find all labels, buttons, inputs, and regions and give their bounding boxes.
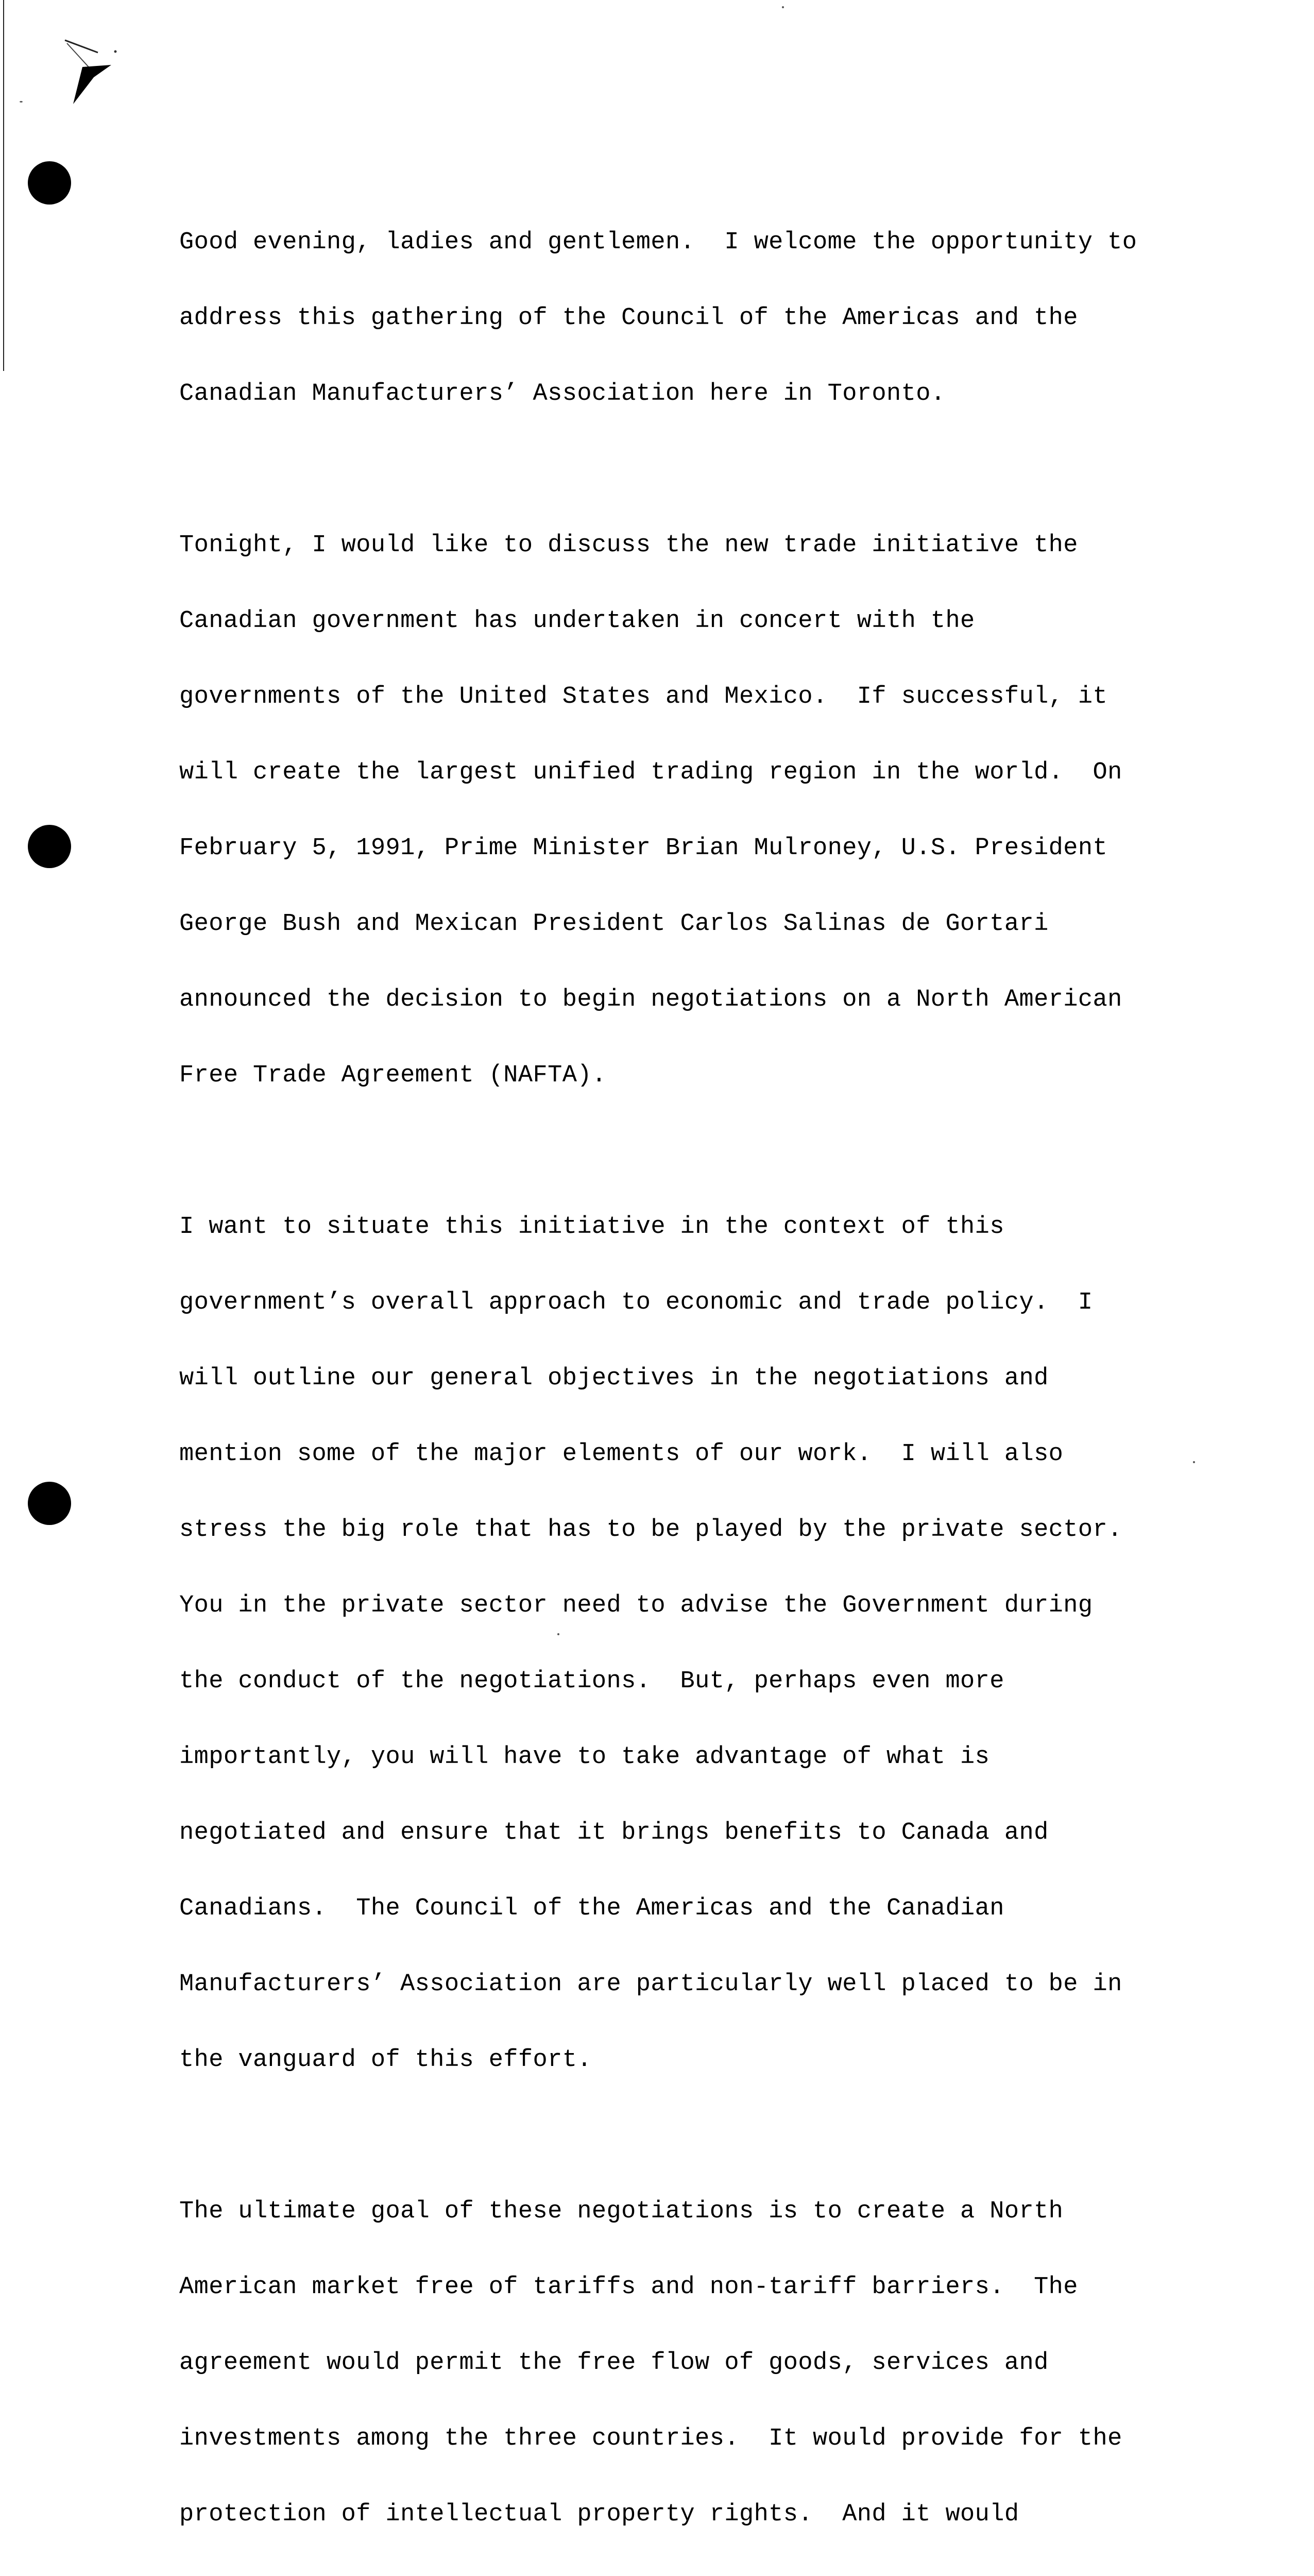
corner-scan-mark-icon xyxy=(62,36,118,108)
text-line: Manufacturers’ Association are particularly well placed to be in xyxy=(179,1971,1122,1998)
text-line: the conduct of the negotiations. But, perhaps even more xyxy=(179,1668,1004,1695)
text-line: stress the big role that has to be played by the private sector. xyxy=(179,1516,1122,1544)
text-line: the vanguard of this effort. xyxy=(179,2046,592,2074)
text-line: American market free of tariffs and non-tariff barriers. The xyxy=(179,2274,1078,2301)
text-line: Free Trade Agreement (NAFTA). xyxy=(179,1062,607,1089)
text-line: protection of intellectual property rights. And it would xyxy=(179,2501,1019,2528)
text-line: The ultimate goal of these negotiations is to create a North xyxy=(179,2198,1064,2225)
text-line: Canadians. The Council of the Americas and the Canadian xyxy=(179,1895,1004,1922)
text-line: announced the decision to begin negotiations on a North American xyxy=(179,986,1122,1013)
paragraph-3 xyxy=(179,1164,1235,2123)
text-line: will outline our general objectives in the negotiations and xyxy=(179,1365,1049,1392)
text-line: Good evening, ladies and gentlemen. I welcome the opportunity to xyxy=(179,229,1137,256)
scan-edge-line xyxy=(3,0,4,371)
text-line: government’s overall approach to economic and trade policy. I xyxy=(179,1289,1093,1316)
scan-speck xyxy=(782,6,784,8)
text-line: Tonight, I would like to discuss the new trade initiative the xyxy=(179,532,1078,559)
text-line: will create the largest unified trading region in the world. On xyxy=(179,759,1122,786)
text-line: February 5, 1991, Prime Minister Brian Mulroney, U.S. President xyxy=(179,835,1108,862)
text-line: importantly, you will have to take advantage of what is xyxy=(179,1743,990,1771)
paragraph-1 xyxy=(179,179,1235,457)
text-line: Canadian government has undertaken in concert with the xyxy=(179,607,975,635)
text-line: agreement would permit the free flow of goods, services and xyxy=(179,2349,1049,2377)
paragraph-4 xyxy=(179,2148,1235,2576)
text-line: I want to situate this initiative in the context of this xyxy=(179,1213,1004,1241)
text-line: governments of the United States and Mexico. If successful, it xyxy=(179,683,1108,710)
text-line: George Bush and Mexican President Carlos Salinas de Gortari xyxy=(179,910,1049,938)
text-line: investments among the three countries. It would provide for the xyxy=(179,2425,1122,2452)
punch-hole-bottom xyxy=(28,1482,71,1525)
scan-speck xyxy=(20,101,23,103)
text-line: address this gathering of the Council of the Americas and the xyxy=(179,304,1078,332)
paragraph-2 xyxy=(179,482,1235,1139)
text-line: You in the private sector need to advise the Government during xyxy=(179,1592,1093,1619)
punch-hole-top xyxy=(28,161,71,205)
text-line: negotiated and ensure that it brings benefits to Canada and xyxy=(179,1819,1049,1846)
text-line: mention some of the major elements of our work. I will also xyxy=(179,1440,1064,1468)
text-line: Canadian Manufacturers’ Association here in Toronto. xyxy=(179,380,946,408)
speech-text xyxy=(179,179,1235,2576)
punch-hole-middle xyxy=(28,825,71,868)
